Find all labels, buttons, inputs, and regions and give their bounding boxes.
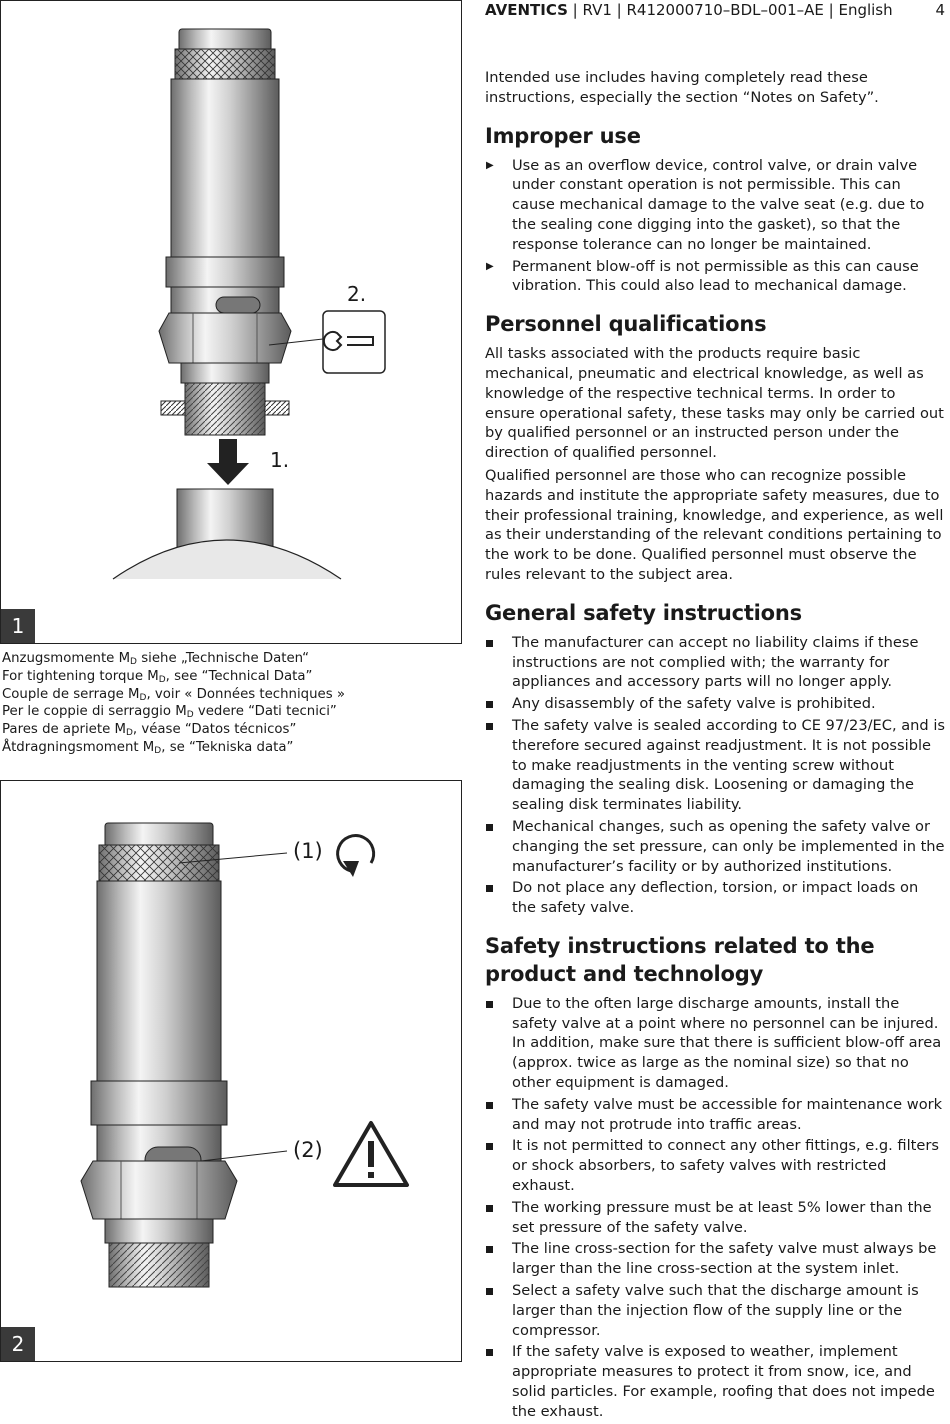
list-item: If the safety valve is exposed to weather, implement appropriate measures to protect it from snow, ice, and solid particles. For example, roofing that does not impede the exhaust. [485, 1342, 945, 1421]
caption-es: Pares de apriete $M_D$, véase “Datos técnicos” [2, 722, 297, 739]
page-header [485, 0, 945, 20]
square-bullet-icon [486, 1102, 493, 1109]
square-bullet-icon [486, 640, 493, 647]
caption-de: Anzugsmomente $M_D$ siehe „Technische Daten“ [2, 651, 310, 667]
list-item: ▶ Use as an overflow device, control valve, or drain valve under constant operation is not permissible. This can cause mechanical damage to the valve seat (e.g. due to the sealing cone digging into the gasket), so that the response tolerance can no longer be maintained. [486, 156, 925, 253]
wrench-icon [323, 311, 385, 373]
list-item: The working pressure must be at least 5% lower than the set pressure of the safety valve. [485, 1198, 945, 1238]
list-item: Select a safety valve such that the discharge amount is larger than the injection flow of the supply line or the compressor. [485, 1281, 945, 1340]
general-safety-list [485, 633, 945, 918]
square-bullet-icon [486, 1349, 493, 1356]
torque-captions [2, 650, 462, 757]
heading-personnel-qualifications: Personnel qualifications [485, 312, 767, 337]
list-item: Due to the often large discharge amounts, install the safety valve at a point where no personnel can be injured. In addition, make sure that there is sufficient blow-off area (approx. twice as large as the nominal size) so that no other equipment is damaged. [485, 994, 945, 1093]
square-bullet-icon [486, 1246, 493, 1253]
warning-triangle-icon [335, 1123, 407, 1185]
figure-number: 2 [1, 1327, 35, 1361]
valve-installation-drawing [1, 1, 461, 643]
square-bullet-icon [486, 723, 493, 730]
list-item: It is not permitted to connect any other fittings, e.g. filters or shock absorbers, to safety valves with restricted exhaust. [485, 1136, 945, 1195]
square-bullet-icon [486, 885, 493, 892]
rotate-counterclockwise-icon [338, 836, 374, 877]
part-label-1: (1) [293, 839, 323, 863]
caption-en: For tightening torque $M_D$, see “Technical Data” [2, 668, 313, 685]
caption-fr: Couple de serrage $M_D$, voir « Données techniques » [2, 686, 345, 703]
square-bullet-icon [486, 1143, 493, 1150]
list-item: ▶ Permanent blow-off is not permissible as this can cause vibration. This could also lead to mechanical damage. [486, 257, 919, 295]
intro-paragraph: Intended use includes having completely read these instructions, especially the section “Notes on Safety”. [485, 69, 879, 106]
list-item: Mechanical changes, such as opening the safety valve or changing the set pressure, can only be implemented in the manufacturer’s facility or by authorized institutions. [485, 817, 945, 876]
step-2-label: 2. [347, 282, 367, 306]
heading-product-safety: Safety instructions related to the product and technology [485, 933, 875, 986]
figure-2-valve-parts [0, 780, 462, 1362]
valve-parts-drawing [1, 781, 461, 1361]
personnel-paragraph: Qualified personnel are those who can recognize possible hazards and institute the appropriate safety measures, due to their professional training, knowledge, and experience, as well as their understanding of the relevant conditions pertaining to the work to be done. Qualified personnel must observe the rules relevant to the subject area. [485, 466, 944, 583]
square-bullet-icon [486, 701, 493, 708]
heading-improper-use: Improper use [485, 123, 641, 148]
main-text-column [485, 68, 945, 1424]
list-item: Any disassembly of the safety valve is prohibited. [485, 694, 945, 714]
list-item: The manufacturer can accept no liability claims if these instructions are not complied with; the warranty for appliances and accessory parts will no longer apply. [485, 633, 945, 692]
document-info: | RV1 | R412000710–BDL–001–AE | English [567, 1, 893, 19]
list-item: The safety valve must be accessible for maintenance work and may not protrude into traffic areas. [485, 1095, 945, 1135]
square-bullet-icon [486, 1001, 493, 1008]
page-number: 4 [935, 1, 945, 19]
step-1-label: 1. [270, 448, 290, 472]
caption-sv: Åtdragningsmoment $M_D$, se “Tekniska data” [2, 739, 294, 756]
list-item: The line cross-section for the safety valve must always be larger than the line cross-section at the system inlet. [485, 1239, 945, 1279]
arrow-bullet-icon: ▶ [486, 159, 494, 171]
arrow-bullet-icon: ▶ [486, 260, 494, 272]
square-bullet-icon [486, 1288, 493, 1295]
figure-1-installation [0, 0, 462, 644]
heading-general-safety: General safety instructions [485, 600, 802, 625]
improper-use-list [485, 156, 945, 297]
square-bullet-icon [486, 1205, 493, 1212]
list-item: Do not place any deflection, torsion, or impact loads on the safety valve. [485, 878, 945, 918]
figure-number: 1 [1, 609, 35, 643]
brand-name: AVENTICS [485, 1, 568, 19]
caption-it: Per le coppie di serraggio $M_D$ vedere “Dati tecnici” [2, 704, 337, 721]
product-safety-list [485, 994, 945, 1422]
square-bullet-icon [486, 824, 493, 831]
personnel-paragraph: All tasks associated with the products require basic mechanical, pneumatic and electrical knowledge, as well as knowledge of the respective technical terms. In order to ensure operational safety, these tasks may only be carried out by qualified personnel or an instructed person under the direction of qualified personnel. [485, 345, 944, 462]
part-label-2: (2) [293, 1138, 323, 1162]
list-item: The safety valve is sealed according to CE 97/23/EC, and is therefore secured against readjustment. It is not possible to make readjustments in the venting screw without damaging the sealing disk. Loosening or damaging the sealing disk terminates liability. [485, 716, 945, 815]
